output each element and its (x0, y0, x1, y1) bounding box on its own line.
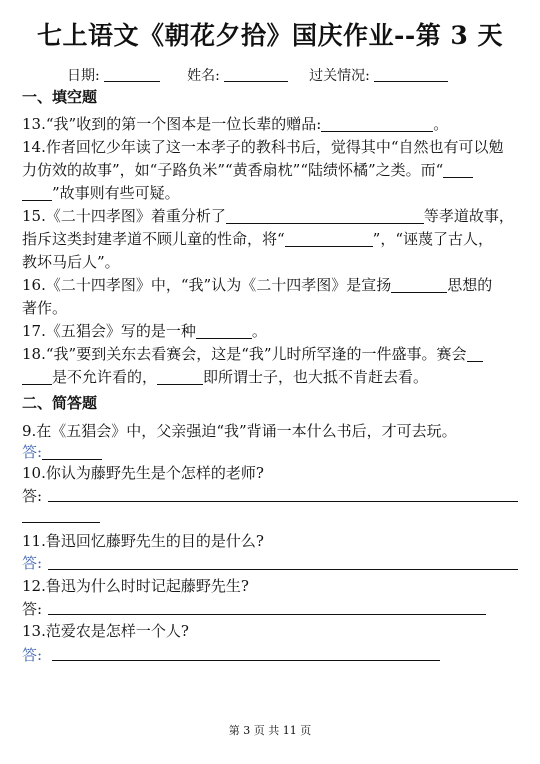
question-10-answer-line-1[interactable] (48, 501, 518, 502)
question-16-text-b: 思想的 (447, 276, 493, 294)
question-18-text-c: 即所谓士子，也大抵不肯赶去看。 (203, 368, 429, 386)
question-14-line-3 (22, 183, 180, 203)
question-13-end: 。 (433, 115, 449, 133)
answer-label: 答: (22, 443, 43, 461)
section-fill-in: 一、填空题 (22, 88, 98, 106)
question-15-line-2 (22, 229, 493, 249)
question-18-line-2 (22, 367, 428, 387)
question-16-text: 16.《二十四孝图》中，“我”认为《二十四孝图》是宣扬 (22, 276, 392, 294)
question-10: 10.你认为藤野先生是个怎样的老师? (22, 464, 264, 482)
status-blank[interactable] (374, 67, 448, 82)
answer-label: 答: (22, 600, 43, 618)
question-18-blank-b[interactable] (22, 370, 52, 385)
question-14-end: ”故事则有些可疑。 (52, 184, 180, 202)
question-18-blank-a[interactable] (467, 347, 483, 362)
page-title: 七上语文《朝花夕拾》国庆作业--第 3 天 (36, 21, 504, 50)
question-17-blank[interactable] (196, 324, 252, 339)
question-17 (22, 321, 267, 341)
question-15-text-d: ”，“诬蔑了古人， (372, 230, 494, 248)
question-9-answer-blank[interactable] (42, 445, 102, 460)
question-14-line-2 (22, 160, 473, 180)
question-14-text: 力仿效的故事”，如“子路负米”“黄香扇枕”“陆绩怀橘”之类。而“ (22, 161, 444, 179)
question-14-blank-a[interactable] (443, 163, 473, 178)
question-11-answer-line[interactable] (48, 569, 518, 570)
question-12: 12.鲁迅为什么时时记起藤野先生? (22, 577, 249, 595)
question-15-text-b: 等孝道故事， (423, 207, 514, 225)
question-14-line-1: 14.作者回忆少年读了这一本孝子的教科书后，觉得其中“自然也有可以勉 (22, 138, 504, 156)
date-blank[interactable] (104, 67, 160, 82)
question-16-blank[interactable] (391, 278, 447, 293)
question-12-answer-line[interactable] (48, 614, 486, 615)
question-16-line-1 (22, 275, 492, 295)
answer-label: 答: (22, 487, 43, 505)
question-10-answer-line-2[interactable] (22, 522, 100, 523)
question-17-text: 17.《五猖会》写的是一种 (22, 322, 196, 340)
question-11-answer (22, 553, 42, 573)
question-10-answer (22, 486, 42, 506)
question-18-text: 18.“我”要到关东去看赛会，这是“我”儿时所罕逢的一件盛事。赛会 (22, 345, 467, 363)
name-label: 姓名: (187, 68, 220, 84)
question-15-line-3: 教坏马后人”。 (22, 253, 120, 271)
question-13b-answer (22, 645, 42, 665)
question-11: 11.鲁迅回忆藤野先生的目的是什么? (22, 532, 264, 550)
status-label: 过关情况: (309, 68, 370, 84)
question-18-blank-c[interactable] (157, 370, 203, 385)
header-fields (67, 65, 448, 85)
question-15-blank-a[interactable] (226, 209, 424, 224)
question-13b: 13.范爱农是怎样一个人? (22, 622, 189, 640)
question-9-answer (22, 442, 102, 462)
answer-label: 答: (22, 646, 43, 664)
question-9: 9.在《五猖会》中，父亲强迫“我”背诵一本什么书后，才可去玩。 (22, 422, 457, 440)
question-15-text: 15.《二十四孝图》着重分析了 (22, 207, 226, 225)
question-16-line-2: 著作。 (22, 299, 68, 317)
section-short-answer: 二、简答题 (22, 394, 98, 412)
question-13-blank[interactable] (321, 117, 433, 132)
page-footer: 第 3 页 共 11 页 (228, 724, 312, 737)
question-15-blank-b[interactable] (285, 232, 373, 247)
question-17-end: 。 (251, 322, 267, 340)
date-label: 日期: (67, 68, 100, 84)
question-15-line-1 (22, 206, 514, 226)
question-12-answer (22, 599, 42, 619)
question-13-text: 13.“我”收到的第一个图本是一位长辈的赠品: (22, 115, 322, 133)
question-18-line-1 (22, 344, 483, 364)
question-14-blank-b[interactable] (22, 186, 52, 201)
name-blank[interactable] (224, 67, 288, 82)
answer-label: 答: (22, 554, 43, 572)
question-18-text-b: 是不允许看的， (52, 368, 158, 386)
question-13 (22, 114, 448, 134)
question-15-text-c: 指斥这类封建孝道不顾儿童的性命，将“ (22, 230, 285, 248)
question-13b-answer-line[interactable] (52, 660, 440, 661)
